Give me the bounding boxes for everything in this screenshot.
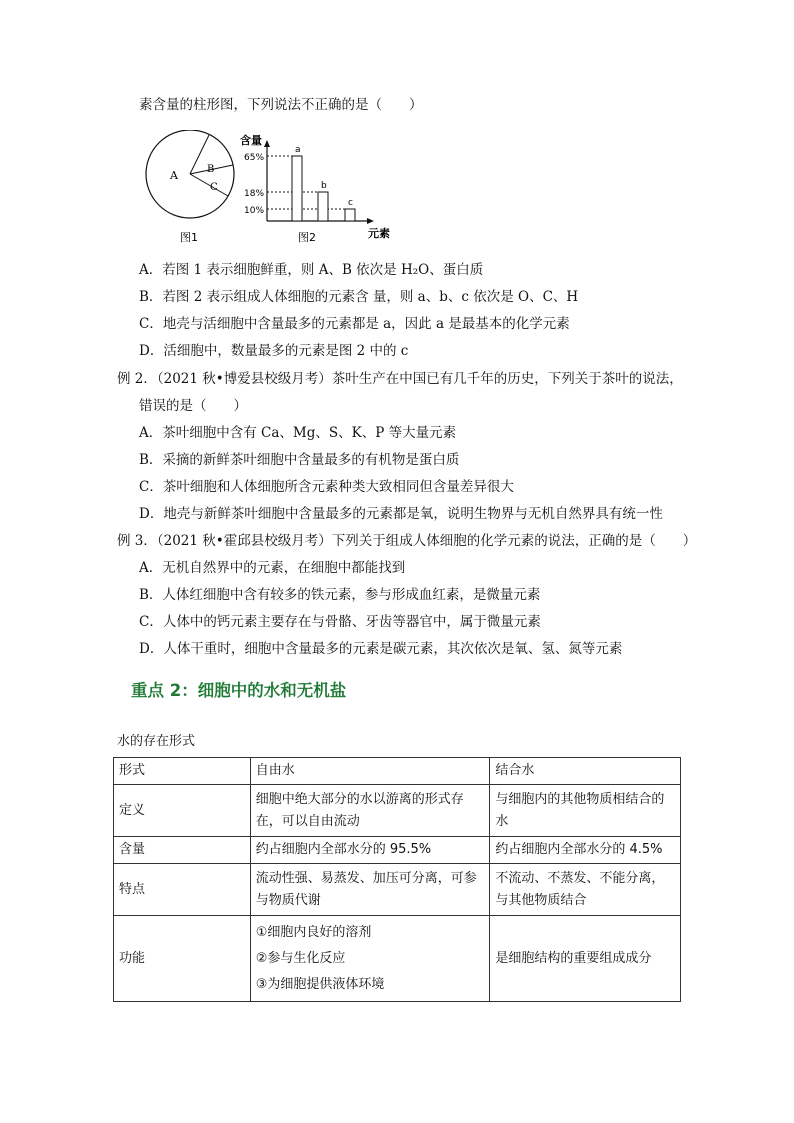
q3-option-b: B．人体红细胞中含有较多的铁元素，参与形成血红素，是微量元素	[139, 587, 541, 603]
header-bound-water: 结合水	[490, 758, 681, 785]
x-axis-label: 元素	[368, 227, 390, 240]
y-axis-arrow	[264, 140, 270, 147]
element-content-figure	[140, 130, 400, 245]
pie-divider	[190, 174, 228, 196]
y-axis-label: 含量	[240, 134, 262, 147]
cell-free: 约占细胞内全部水分的 95.5%	[250, 837, 490, 864]
table-row	[114, 864, 681, 916]
pie-chart-fig1	[146, 130, 234, 244]
q2-option-c: C．茶叶细胞和人体细胞所含元素种类大致相同但含量差异很大	[139, 479, 514, 495]
water-forms-table	[113, 757, 681, 1002]
row-label: 定义	[114, 785, 251, 837]
q3-option-a: A．无机自然界中的元素，在细胞中都能找到	[139, 560, 406, 576]
cell-free-functions	[250, 916, 490, 1002]
bar-a	[292, 156, 302, 221]
bar-label-b: b	[321, 181, 327, 191]
row-label: 特点	[114, 864, 251, 916]
cell-bound: 是细胞结构的重要组成成分	[490, 916, 681, 1002]
q3-stem: 例 3．（2021 秋•霍邱县校级月考）下列关于组成人体细胞的化学元素的说法，正确的是（ ）	[117, 533, 697, 549]
cell-bound: 与细胞内的其他物质相结合的水	[490, 785, 681, 837]
function-item: ③为细胞提供液体环境	[255, 976, 385, 992]
pie-label-a: A	[170, 169, 178, 182]
function-item: ②参与生化反应	[255, 950, 346, 966]
table-caption: 水的存在形式	[117, 734, 196, 749]
x-axis-arrow	[367, 218, 374, 224]
q2-option-a: A．茶叶细胞中含有 Ca、Mg、S、K、P 等大量元素	[139, 425, 457, 441]
section-heading: 重点 2：细胞中的水和无机盐	[131, 681, 347, 700]
q1-option-c: C．地壳与活细胞中含量最多的元素都是 a，因此 a 是最基本的化学元素	[139, 316, 570, 332]
function-item: ①细胞内良好的溶剂	[255, 924, 372, 940]
q1-option-d: D．活细胞中，数量最多的元素是图 2 中的 c	[139, 343, 409, 359]
row-label: 含量	[114, 837, 251, 864]
bar-c	[345, 209, 355, 221]
table-row	[114, 916, 681, 1002]
q3-option-d: D．人体干重时，细胞中含量最多的元素是碳元素，其次依次是氧、氢、氮等元素	[139, 641, 623, 657]
header-form: 形式	[114, 758, 251, 785]
pie-label-b: B	[207, 164, 215, 175]
question-intro: 素含量的柱形图，下列说法不正确的是（ ）	[139, 97, 423, 113]
bar-label-a: a	[295, 145, 301, 155]
table-row	[114, 785, 681, 837]
q2-stem-line2: 错误的是（ ）	[139, 398, 247, 414]
bar-chart-fig2	[240, 133, 390, 244]
tick-10: 10%	[244, 206, 265, 216]
q1-option-b: B．若图 2 表示组成人体细胞的元素含 量，则 a、b、c 依次是 O、C、H	[139, 289, 579, 305]
pie-label-c: C	[210, 182, 218, 193]
cell-free: 流动性强、易蒸发、加压可分离，可参与物质代谢	[250, 864, 490, 916]
cell-free: 细胞中绝大部分的水以游离的形式存在，可以自由流动	[250, 785, 490, 837]
bar-label-c: c	[348, 198, 353, 208]
tick-18: 18%	[244, 189, 265, 199]
bar-b	[318, 192, 328, 221]
table-row	[114, 837, 681, 864]
fig1-caption: 图1	[180, 231, 198, 244]
cell-bound: 约占细胞内全部水分的 4.5%	[490, 837, 681, 864]
q2-option-b: B．采摘的新鲜茶叶细胞中含量最多的有机物是蛋白质	[139, 452, 460, 468]
header-free-water: 自由水	[250, 758, 490, 785]
q1-option-a: A．若图 1 表示细胞鲜重，则 A、B 依次是 H₂O、蛋白质	[139, 262, 484, 278]
fig2-caption: 图2	[298, 231, 316, 244]
q3-option-c: C．人体中的钙元素主要存在与骨骼、牙齿等器官中，属于微量元素	[139, 614, 541, 630]
cell-bound: 不流动、不蒸发、不能分离，与其他物质结合	[490, 864, 681, 916]
table-header-row	[114, 758, 681, 785]
row-label: 功能	[114, 916, 251, 1002]
q2-stem-line1: 例 2．（2021 秋•博爱县校级月考）茶叶生产在中国已有几千年的历史，下列关于茶叶的说法，	[117, 371, 683, 387]
q2-option-d: D．地壳与新鲜茶叶细胞中含量最多的元素都是氧，说明生物界与无机自然界具有统一性	[139, 506, 663, 522]
tick-65: 65%	[244, 153, 265, 163]
